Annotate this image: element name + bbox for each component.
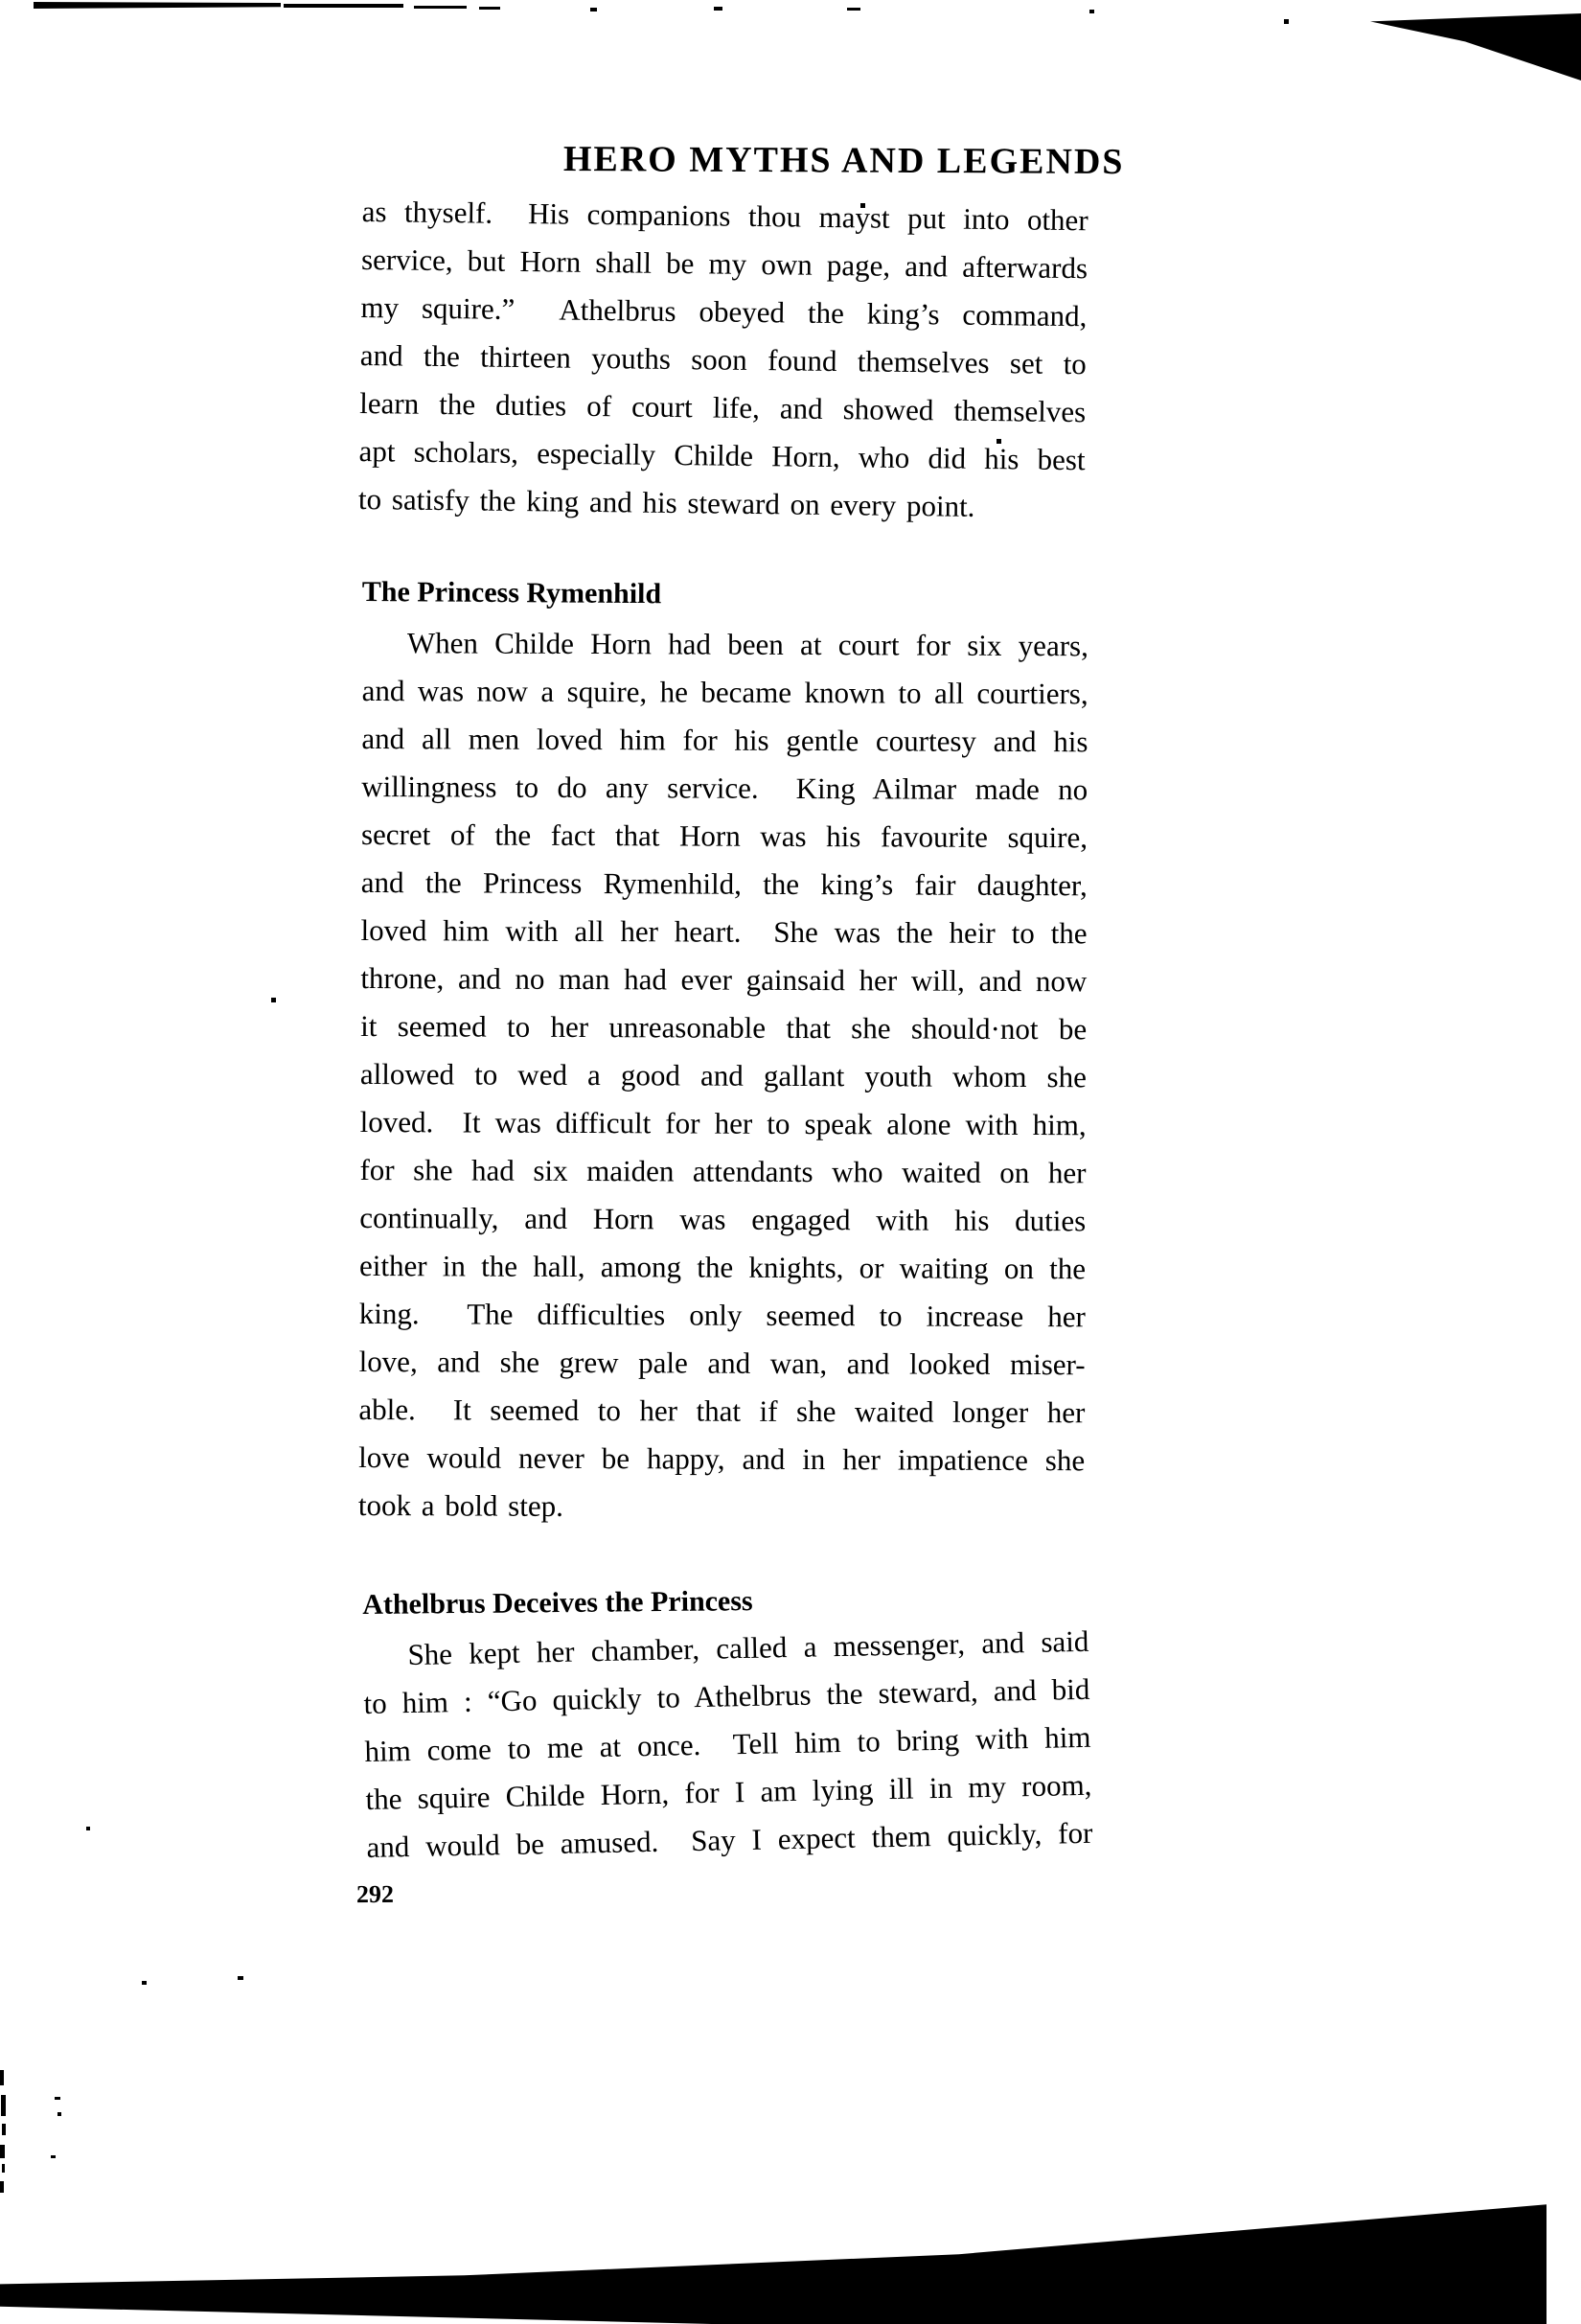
text-line: love would never be happy, and in her impatience she [358,1439,1086,1478]
scan-artifact-top-right-wedge [1370,13,1581,81]
text-line: loved him with all her heart. She was the heir to the [360,912,1088,951]
text-line: as thyself. His companions thou mayst put into other [361,194,1088,238]
scan-speck [847,8,860,11]
text-line: service, but Horn shall be my own page, and afterwards [360,242,1088,286]
scan-artifact-top-left-line [34,2,281,9]
scan-speck [55,2097,60,2100]
running-header: HERO MYTHS AND LEGENDS [562,138,1125,183]
text-line: for she had six maiden attendants who waited on her [359,1152,1087,1190]
section-heading-princess-rymenhild: The Princess Rymenhild [361,575,662,610]
paragraph-continuation [358,188,1088,532]
text-line: throne, and no man had ever gainsaid her will, and now [360,960,1088,999]
text-line: She kept her chamber, called a messenger, and said [407,1623,1089,1672]
scan-speck [590,8,597,12]
text-line: and all men loved him for his gentle courtesy and his [361,721,1088,759]
text-line: to him : “Go quickly to Athelbrus the steward, and bid [363,1671,1090,1720]
text-line: it seemed to her unreasonable that she should·not be [360,1008,1088,1047]
scan-speck [1089,10,1094,13]
scan-speck [271,998,276,1002]
scan-artifact-top-line-segment [414,6,467,9]
scan-edge-tick [2,2124,6,2135]
scan-edge-tick [2,2164,5,2173]
page-number: 292 [355,1879,395,1909]
section-heading-athelbrus-deceives: Athelbrus Deceives the Princess [362,1585,753,1621]
scan-speck [86,1827,90,1830]
scan-speck [714,7,722,11]
paragraph-princess-rymenhild [358,619,1088,1532]
text-line: learn the duties of court life, and showed themselves [359,385,1087,429]
text-line: loved. It was difficult for her to speak alone with him, [359,1104,1087,1142]
scan-speck [1284,19,1289,24]
scan-edge-tick [1,2095,6,2116]
scan-artifact-bottom-shadow [0,2199,1547,2324]
text-line: him come to me at once. Tell him to bring with him [364,1719,1091,1768]
scan-speck [51,2155,56,2158]
scan-edge-tick [0,2070,4,2085]
text-line: and would be amused. Say I expect them quickly, for [366,1815,1093,1864]
text-line: to satisfy the king and his steward on every point. [357,481,975,523]
text-line: my squire.” Athelbrus obeyed the king’s command, [360,289,1088,334]
text-line: secret of the fact that Horn was his favourite squire, [360,817,1088,855]
text-line: apt scholars, especially Childe Horn, who did his best [358,433,1086,477]
scan-speck [57,2112,61,2116]
scan-edge-tick [0,2181,4,2193]
scan-artifact-top-dash [479,7,500,10]
scan-speck [142,1981,147,1985]
text-line: able. It seemed to her that if she waited longer her [358,1392,1086,1430]
scan-speck [238,1976,243,1980]
scan-artifact-top-line-segment [284,4,403,8]
text-line: love, and she grew pale and wan, and looked miser- [358,1344,1086,1382]
text-line: willingness to do any service. King Ailmar made no [361,769,1088,807]
text-line: either in the hall, among the knights, or waiting on the [358,1248,1087,1286]
scan-edge-tick [0,2145,5,2158]
text-line: king. The difficulties only seemed to increase her [358,1296,1086,1334]
text-line: and was now a squire, he became known to all courtiers, [361,673,1088,711]
text-line: the squire Childe Horn, for I am lying ill in my room, [365,1767,1092,1816]
text-line: allowed to wed a good and gallant youth whom she [359,1056,1087,1094]
text-line: continually, and Horn was engaged with his duties [359,1200,1087,1238]
text-line: took a bold step. [357,1487,563,1523]
text-line: and the thirteen youths soon found themselves set to [359,337,1088,381]
text-line: When Childe Horn had been at court for six years, [406,626,1088,663]
text-line: and the Princess Rymenhild, the king’s fair daughter, [360,864,1088,903]
paragraph-athelbrus-deceives [362,1618,1093,1872]
